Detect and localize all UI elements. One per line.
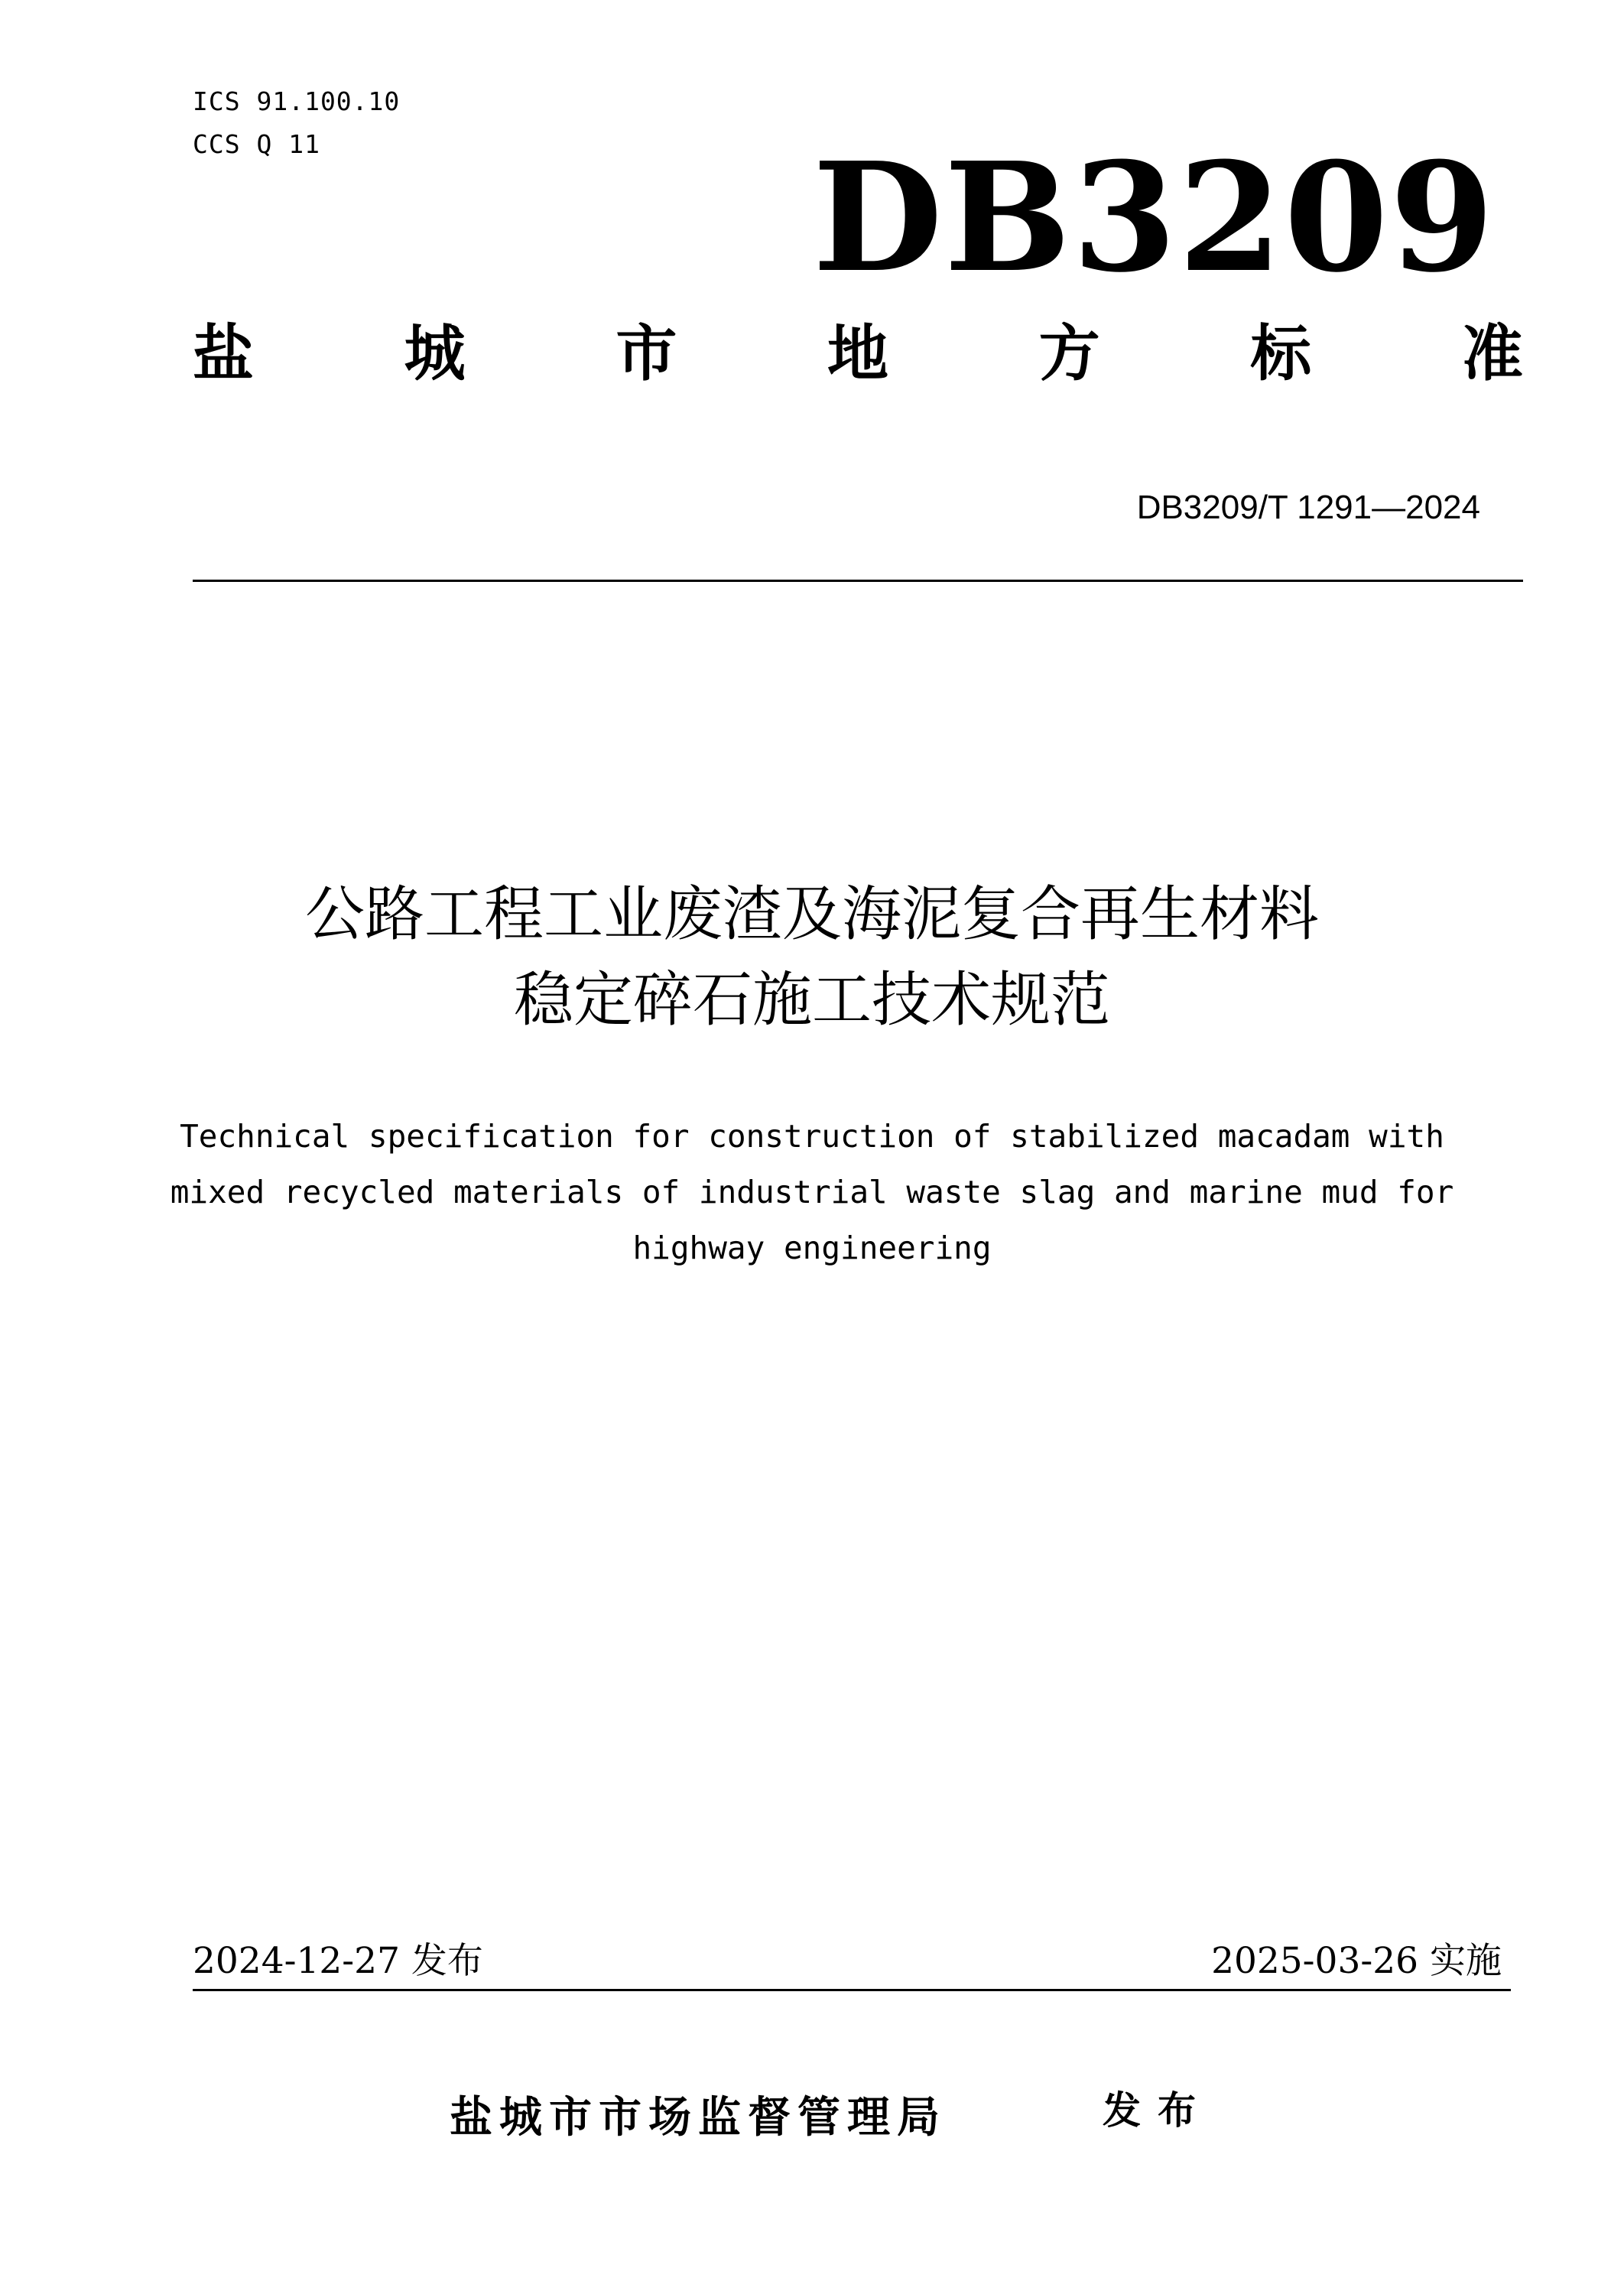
standard-type-char: 方 (1038, 318, 1100, 389)
bottom-divider (193, 1989, 1511, 1991)
ccs-code: CCS Q 11 (193, 129, 320, 159)
top-divider (193, 580, 1523, 582)
standard-number: DB3209/T 1291—2024 (1136, 489, 1480, 526)
publish-label: 发布 (1103, 2088, 1213, 2133)
english-title-line: Technical specification for construction of stabilized macadam with (180, 1118, 1444, 1155)
db-code-logo: DB3209 (812, 130, 1496, 306)
english-title (138, 1109, 1486, 1276)
release-date: 2024-12-27 发布 (193, 1940, 483, 1982)
english-title-line: highway engineering (632, 1230, 992, 1266)
standard-type-char: 准 (1461, 318, 1523, 389)
standard-type-char: 地 (827, 318, 888, 389)
publisher-name: 盐城市市场监督管理局 (450, 2093, 947, 2143)
chinese-title (0, 872, 1624, 1043)
standard-type-heading (193, 317, 1523, 391)
chinese-title-line: 稳定碎石施工技术规范 (513, 966, 1110, 1035)
ics-code: ICS 91.100.10 (193, 86, 401, 116)
classification-codes (193, 80, 400, 166)
standard-type-char: 盐 (193, 318, 254, 389)
implementation-date: 2025-03-26 实施 (1211, 1940, 1502, 1982)
standard-type-char: 城 (404, 318, 466, 389)
standard-type-char: 市 (615, 318, 677, 389)
english-title-line: mixed recycled materials of industrial waste slag and marine mud for (170, 1174, 1454, 1210)
standard-type-char: 标 (1250, 318, 1312, 389)
chinese-title-line: 公路工程工业废渣及海泥复合再生材料 (304, 880, 1319, 949)
